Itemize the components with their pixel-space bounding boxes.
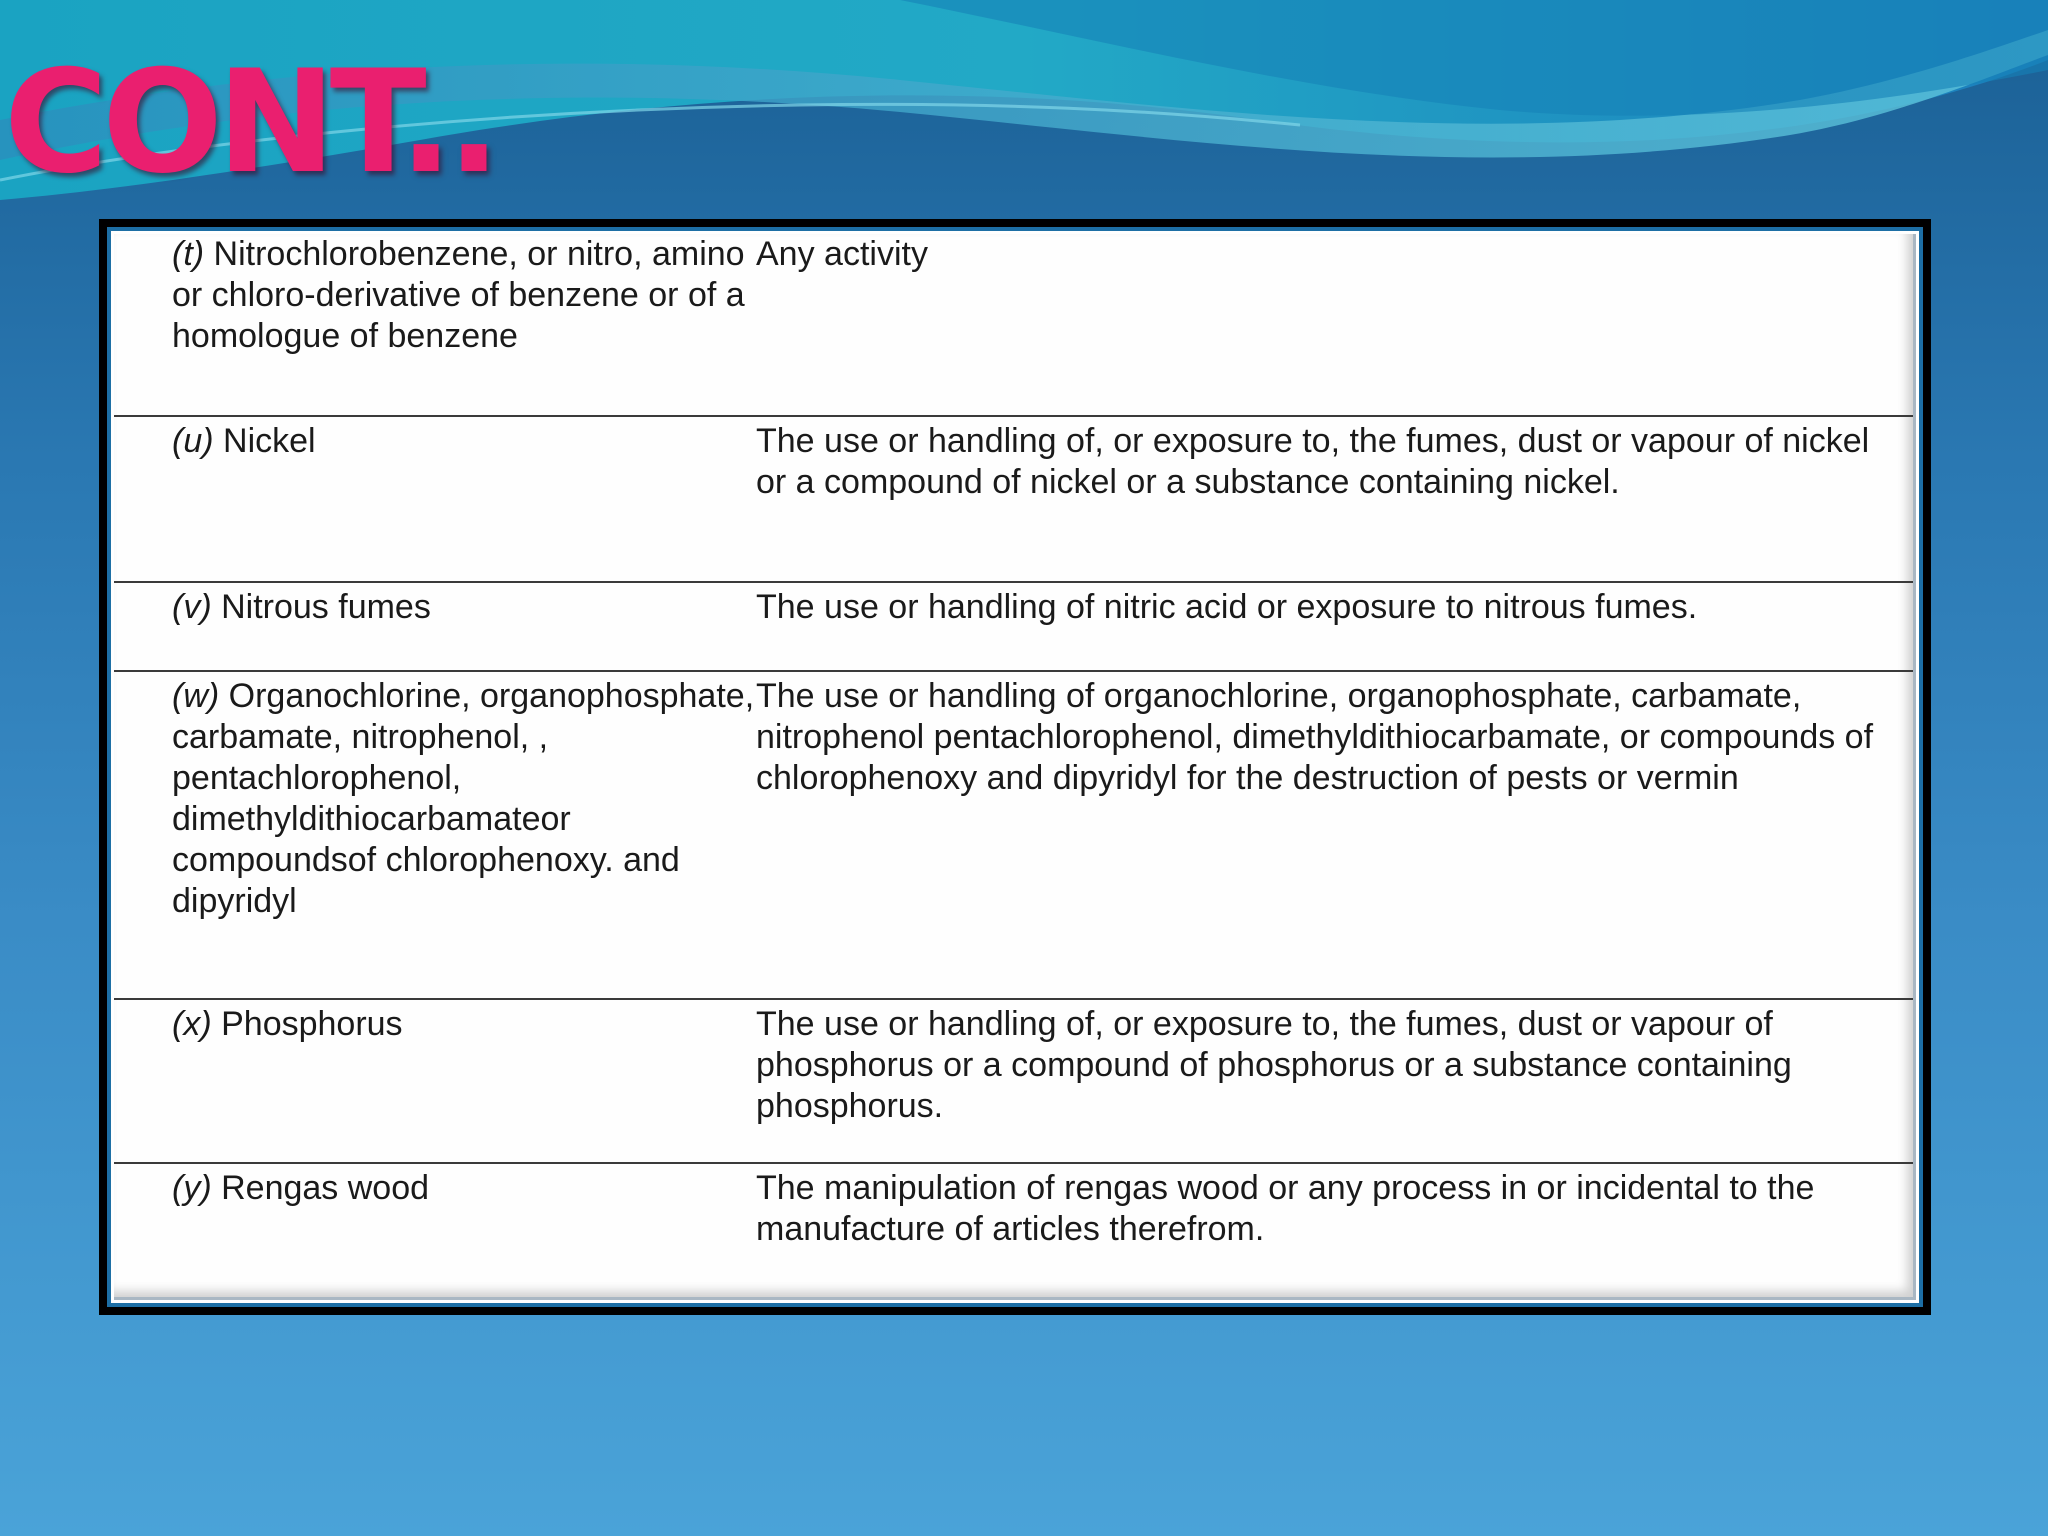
agent-cell: [114, 1163, 756, 1283]
table-border: [107, 227, 1923, 1307]
table-row: [114, 999, 1913, 1163]
table-row: [114, 234, 1913, 416]
agent-cell: [114, 416, 756, 582]
item-letter: (u): [172, 422, 214, 460]
agent-text: Nitrochlorobenzene, or nitro, amino or chloro-derivative of benzene or of a homologue of benzene: [172, 235, 745, 355]
agent-cell: [114, 671, 756, 999]
activity-cell: The use or handling of nitric acid or exposure to nitrous fumes.: [756, 588, 1698, 626]
table-sheet: [114, 234, 1916, 1300]
activity-cell: Any activity: [756, 235, 928, 273]
agent-cell: [114, 234, 756, 416]
agent-text: Phosphorus: [211, 1005, 403, 1043]
agent-text: Nickel: [213, 422, 316, 460]
activity-cell: The use or handling of, or exposure to, the fumes, dust or vapour of nickel or a compound of nickel or a substance containing nickel.: [756, 422, 1870, 501]
agent-text: Rengas wood: [211, 1169, 430, 1207]
item-letter: (x): [172, 1005, 212, 1043]
item-letter: (w): [172, 677, 220, 715]
table-row: [114, 582, 1913, 671]
table-row: [114, 416, 1913, 582]
table-frame: [99, 219, 1931, 1315]
item-letter: (t): [172, 235, 205, 273]
agent-text: Nitrous fumes: [211, 588, 431, 626]
agent-text: Organochlorine, organophosphate, carbamate, nitrophenol, , pentachlorophenol, dimethyldithiocarbamateor compoundsof chlorophenoxy. and dipyridyl: [172, 677, 755, 920]
item-letter: (v): [172, 588, 212, 626]
activity-cell: The use or handling of, or exposure to, the fumes, dust or vapour of phosphorus or a compound of phosphorus or a substance containing phosphorus.: [756, 1005, 1792, 1125]
agent-cell: [114, 999, 756, 1163]
table-row: [114, 1163, 1913, 1283]
occupational-agents-table: [114, 234, 1913, 1283]
agent-cell: [114, 582, 756, 671]
activity-cell: The use or handling of organochlorine, organophosphate, carbamate, nitrophenol pentachlorophenol, dimethyldithiocarbamate, or compounds of chlorophenoxy and dipyridyl for the destruction of pests or vermin: [756, 677, 1874, 797]
table-row: [114, 671, 1913, 999]
slide-title: CONT..: [4, 40, 495, 205]
item-letter: (y): [172, 1169, 212, 1207]
activity-cell: The manipulation of rengas wood or any process in or incidental to the manufacture of articles therefrom.: [756, 1169, 1815, 1248]
